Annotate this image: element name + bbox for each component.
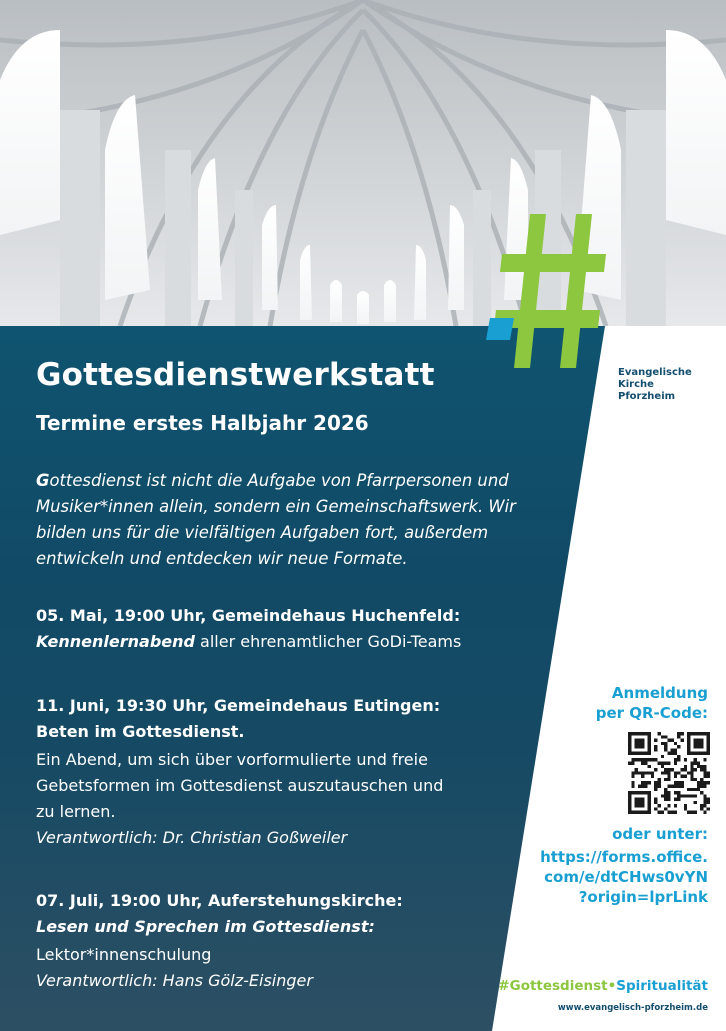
registration-line-2: per QR-Code: [595, 704, 708, 722]
footer-hashtag-a: #Gottesdienst [498, 978, 608, 994]
intro-line-4: entwickeln und entdecken wir neue Formate. [36, 549, 408, 568]
event-3-responsible: Verantwortlich: Hans Gölz-Eisinger [36, 971, 313, 990]
intro-line-1 [36, 468, 509, 494]
registration-url-line-3[interactable]: ?origin=lprLink [578, 888, 708, 906]
registration-url-line-2[interactable]: com/e/dtCHws0vYN [544, 868, 708, 886]
logo-text-line-3: Pforzheim [618, 391, 676, 402]
event-3-description-1: Lektor*innenschulung [36, 945, 212, 964]
hashtag-logo-icon [480, 212, 610, 372]
cathedral-photo [0, 0, 726, 326]
event-2-description-1: Ein Abend, um sich über vorformulierte und freie [36, 750, 428, 769]
event-3-topic [36, 917, 375, 936]
intro-line-2: Musiker*innen allein, sondern ein Gemeinschaftswerk. Wir [36, 497, 516, 516]
event-1-topic [36, 632, 461, 651]
registration-alt-label: oder unter: [612, 825, 708, 843]
event-1-heading: 05. Mai, 19:00 Uhr, Gemeindehaus Huchenfeld: [36, 606, 461, 625]
footer-website[interactable]: www.evangelisch-pforzheim.de [557, 1003, 708, 1013]
logo-text-line-1: Evangelische [618, 367, 692, 378]
event-3-topic-text: Lesen und Sprechen im Gottesdienst: [36, 917, 375, 936]
event-1-topic-bold: Kennenlernabend [36, 632, 195, 651]
logo-text-line-2: Kirche [618, 379, 654, 390]
event-2-description-2: Gebetsformen im Gottesdienst auszutauschen und [36, 776, 444, 795]
footer-hashtags [498, 978, 708, 994]
event-3-heading: 07. Juli, 19:00 Uhr, Auferstehungskirche: [36, 891, 403, 910]
event-2-topic: Beten im Gottesdienst. [36, 722, 245, 741]
intro-initial: G [36, 471, 50, 490]
event-2-responsible: Verantwortlich: Dr. Christian Goßweiler [36, 828, 348, 847]
footer-hashtag-b: Spiritualität [616, 978, 708, 994]
event-1-topic-rest: aller ehrenamtlicher GoDi-Teams [194, 632, 462, 651]
footer-separator: • [607, 978, 617, 994]
event-2-description-3: zu lernen. [36, 802, 116, 821]
intro-line-1-text: ottesdienst ist nicht die Aufgabe von Pfarrpersonen und [49, 471, 509, 490]
page-subtitle: Termine erstes Halbjahr 2026 [36, 411, 369, 435]
qr-code-icon[interactable] [628, 732, 710, 814]
event-2-heading: 11. Juni, 19:30 Uhr, Gemeindehaus Eutingen: [36, 696, 441, 715]
registration-line-1: Anmeldung [611, 684, 708, 702]
intro-line-3: bilden uns für die vielfältigen Aufgaben fort, außerdem [36, 523, 489, 542]
page-title: Gottesdienstwerkstatt [36, 357, 435, 393]
registration-url-line-1[interactable]: https://forms.office. [540, 848, 708, 866]
